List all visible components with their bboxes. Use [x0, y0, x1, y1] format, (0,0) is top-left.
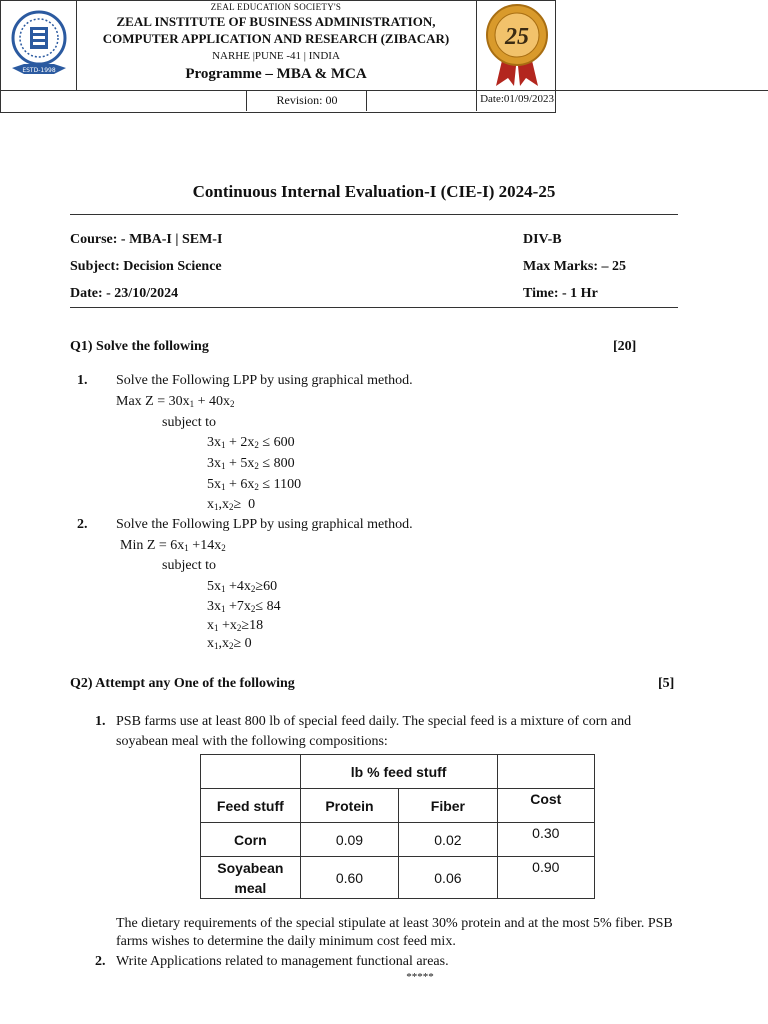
institute-logo	[10, 8, 68, 82]
division-info: DIV-B	[523, 232, 562, 247]
table-cell: Corn	[201, 823, 301, 857]
q1-problem1-objective: Max $Z = 30x_1 + 40x_2$	[116, 394, 235, 409]
q2-problem1-text-line2: soyabean meal with the following compositions:	[116, 734, 388, 749]
table-cell	[201, 755, 301, 789]
society-name: ZEAL EDUCATION SOCIETY'S	[210, 2, 342, 12]
table-row	[201, 857, 595, 899]
table-header: Cost	[497, 789, 594, 823]
course-info: Course: - MBA-I | SEM-I	[70, 232, 223, 247]
q1-marks: [20]	[613, 339, 637, 354]
meta-divider	[70, 307, 678, 308]
q2-marks: [5]	[658, 676, 675, 691]
table-cell: 0.02	[399, 823, 497, 857]
q1-problem2-instruction: Solve the Following LPP by using graphical method.	[116, 517, 413, 532]
institute-address: NARHE |PUNE -41 | INDIA	[212, 50, 340, 62]
table-cell: 0.30	[497, 823, 594, 857]
exam-date-info: Date: - 23/10/2024	[70, 286, 179, 301]
q1-problem1-number: 1.	[77, 373, 88, 388]
q1-problem2-constraint: $x_1,x_2\ge 0$	[207, 636, 252, 651]
q2-problem1-after-line2: farms wishes to determine the daily minimum cost feed mix.	[116, 934, 456, 949]
q1-problem2-constraint: $5x_1 +4x_2\ge 60$	[207, 579, 278, 594]
logo-year-text: ESTD-1998	[22, 67, 56, 74]
table-row	[201, 755, 595, 789]
document-date: Date:01/09/2023	[480, 93, 554, 105]
title-divider	[70, 214, 678, 215]
table-header: Protein	[300, 789, 399, 823]
exam-title: Continuous Internal Evaluation-I (CIE-I) 2024-25	[192, 182, 556, 201]
end-of-paper-mark: *****	[406, 971, 434, 983]
q2-title: Q2) Attempt any One of the following	[70, 676, 295, 691]
q1-problem2-number: 2.	[77, 517, 88, 532]
badge-number-text: 25	[505, 24, 529, 50]
revision-label: Revision: 00	[276, 93, 338, 107]
q1-problem1-instruction: Solve the Following LPP by using graphical method.	[116, 373, 413, 388]
q1-problem1-constraint: $3x_1 + 5x_2 \le 800$	[207, 456, 295, 471]
q2-problem1-number: 1.	[95, 714, 106, 729]
table-cell: 0.60	[300, 857, 399, 899]
institute-name-line1: ZEAL INSTITUTE OF BUSINESS ADMINISTRATION,	[116, 14, 436, 29]
anniversary-badge-icon	[484, 2, 550, 88]
q1-problem2-subject-to: subject to	[162, 558, 217, 573]
table-group-header: lb % feed stuff	[300, 755, 497, 789]
header-box	[0, 0, 556, 113]
table-cell: Soyabean meal	[201, 857, 301, 899]
table-row	[201, 789, 595, 823]
q2-problem2-number: 2.	[95, 954, 106, 969]
q1-problem2-constraint: $x_1 +x_2\ge 18$	[207, 618, 264, 633]
programme-title: Programme – MBA & MCA	[185, 66, 367, 82]
q2-problem1-after-line1: The dietary requirements of the special stipulate at least 30% protein and at the most 5% fiber. PSB	[116, 916, 673, 931]
table-cell: 0.90	[497, 857, 594, 899]
q1-problem1-constraint: $x_1,x_2\ge 0$	[207, 497, 256, 512]
time-info: Time: - 1 Hr	[523, 286, 598, 301]
q1-problem2-objective: Min $Z = 6x_1 +14x_2$	[120, 538, 226, 553]
table-cell: 0.09	[300, 823, 399, 857]
table-cell	[497, 755, 594, 789]
q1-problem1-constraint: $5x_1 + 6x_2 \le 1100$	[207, 477, 302, 492]
q2-problem2-text: Write Applications related to management functional areas.	[116, 954, 449, 969]
institute-name-line2: COMPUTER APPLICATION AND RESEARCH (ZIBACAR)	[102, 31, 450, 46]
q1-problem2-constraint: $3x_1 +7x_2\le 84$	[207, 599, 281, 614]
table-row	[201, 823, 595, 857]
q1-title: Q1) Solve the following	[70, 339, 209, 354]
table-cell: 0.06	[399, 857, 497, 899]
table-header: Feed stuff	[201, 789, 301, 823]
subject-info: Subject: Decision Science	[70, 259, 222, 274]
feed-composition-table	[200, 754, 595, 899]
table-header: Fiber	[399, 789, 497, 823]
q2-problem1-text-line1: PSB farms use at least 800 lb of special feed daily. The special feed is a mixture of corn and	[116, 714, 632, 729]
max-marks-info: Max Marks: – 25	[523, 259, 627, 274]
q1-problem1-constraint: $3x_1 + 2x_2 \le 600$	[207, 435, 295, 450]
q1-problem1-subject-to: subject to	[162, 415, 217, 430]
